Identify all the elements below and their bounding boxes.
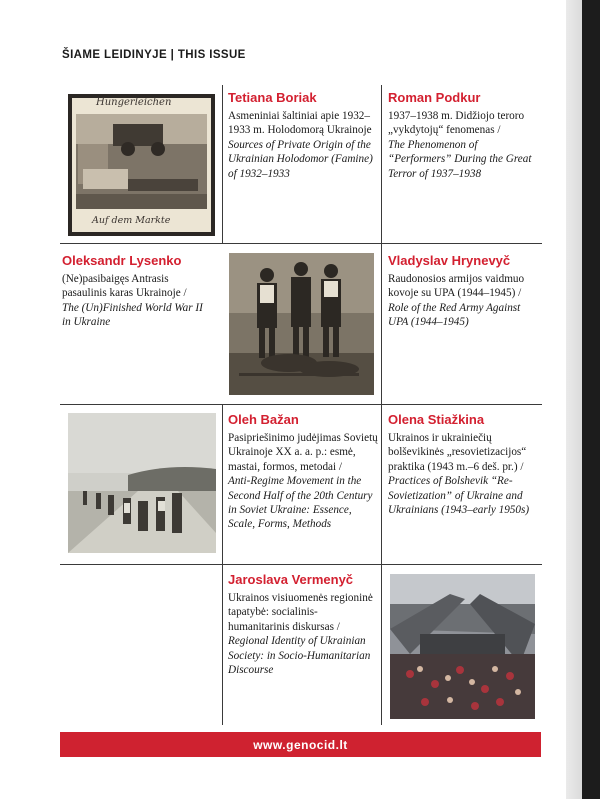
grid-divider — [222, 85, 223, 243]
article-stiazkina — [388, 412, 540, 517]
article-bazan — [228, 412, 378, 532]
article-title-en: Role of the Red Army Against UPA (1944–1945) — [388, 301, 521, 329]
grid-divider — [222, 404, 223, 725]
article-title-en: The Phenomenon of “Performers” During the Great Terror of 1937–1938 — [388, 138, 532, 180]
refugees-photo — [68, 413, 216, 553]
article-author: Jaroslava Vermenyč — [228, 572, 354, 587]
page-title: ŠIAME LEIDINYJE | THIS ISSUE — [62, 49, 246, 61]
article-author: Oleh Bažan — [228, 412, 299, 427]
article-author: Tetiana Boriak — [228, 90, 317, 105]
article-author: Vladyslav Hrynevyč — [388, 253, 511, 268]
article-hrynevyc — [388, 253, 540, 330]
article-title-en: Practices of Bolshevik “Re-Sovietization” of Ukraine and Ukrainians (1943–early 1950s) — [388, 475, 530, 517]
grid-divider — [60, 564, 542, 565]
article-title-en: Anti-Regime Movement in the Second Half of the 20th Century in Soviet Ukraine: Essence, Scale, Forms, Methods — [228, 475, 373, 531]
article-title-en: Regional Identity of Ukrainian Society: in Socio-Humanitarian Discourse — [228, 635, 371, 677]
website-link[interactable]: www.genocid.lt — [60, 732, 541, 757]
article-boriak — [228, 90, 378, 181]
article-author: Olena Stiažkina — [388, 412, 485, 427]
article-title-en: Sources of Private Origin of the Ukrainian Holodomor (Famine) of 1932–1933 — [228, 138, 373, 180]
article-title-lt: Ukrainos visiuomenės regioninė tapatybė: socialinis-humanitarinis diskursas / — [228, 592, 373, 633]
article-vermenyc — [228, 572, 378, 677]
grid-divider — [60, 243, 542, 244]
album-photo — [68, 94, 215, 236]
article-title-lt: Pasipriešinimo judėjimas Sovietų Ukrainoje XX a. a. p.: esmė, mastai, formos, metodai / — [228, 432, 378, 473]
article-title-lt: 1937–1938 m. Didžiojo teroro „vykdytojų“ fenomenas / — [388, 110, 525, 137]
album-caption-top: Hungerleichen — [96, 97, 172, 108]
grid-divider — [60, 404, 542, 405]
article-title-lt: Raudonosios armijos vaidmuo kovoje su UPA (1944–1945) / — [388, 273, 525, 300]
soldiers-photo — [229, 253, 374, 395]
album-caption-bottom: Auf dem Markte — [92, 215, 171, 226]
article-title-en: The (Un)Finished World War II in Ukraine — [62, 301, 203, 329]
article-title-lt: (Ne)pasibaigęs Antrasis pasaulinis karas Ukrainoje / — [62, 273, 187, 300]
grid-divider — [381, 85, 382, 725]
article-lysenko — [62, 253, 212, 330]
article-podkur — [388, 90, 538, 181]
article-title-lt: Ukrainos ir ukrainiečių bolševikinės „resovietizacijos“ praktika (1943 m.–6 deš. pr.) / — [388, 432, 527, 473]
article-author: Roman Podkur — [388, 90, 481, 105]
article-title-lt: Asmeniniai šaltiniai apie 1932–1933 m. Holodomorą Ukrainoje — [228, 110, 372, 137]
bridge-crowd-photo — [390, 574, 535, 719]
article-author: Oleksandr Lysenko — [62, 253, 182, 268]
page-edge-bar — [582, 0, 600, 799]
